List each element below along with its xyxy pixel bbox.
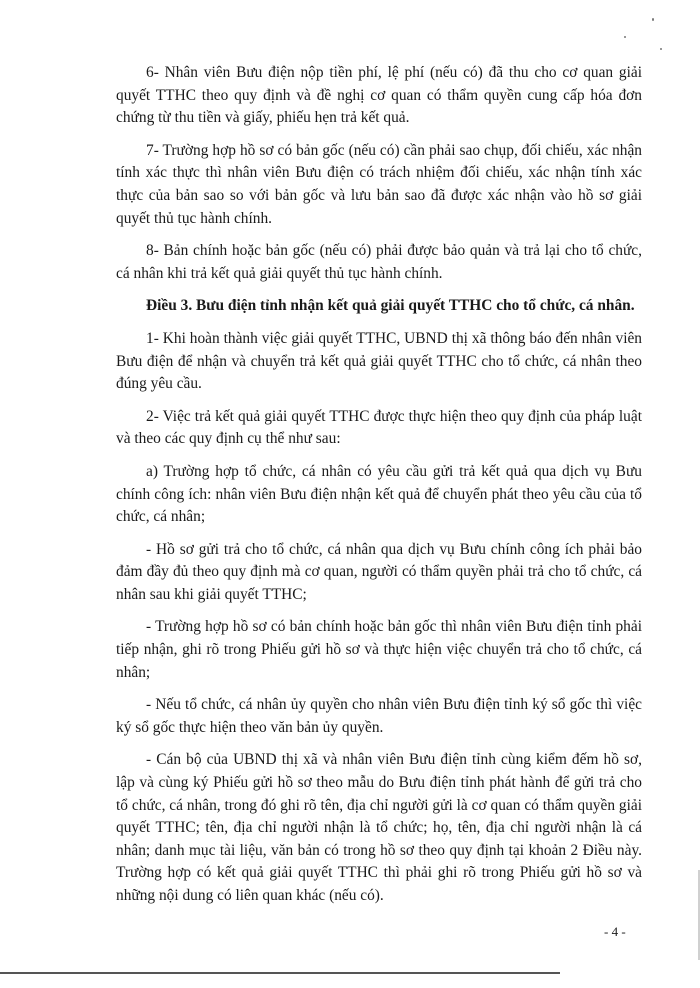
paragraph-item-7: 7- Trường hợp hồ sơ có bản gốc (nếu có) cần phải sao chụp, đối chiếu, xác nhận tính xác thực thì nhân viên Bưu điện có trách nhiệm đối chiếu, xác nhận tính xác thực của bản sao so với bản gốc và lưu bản sao đã được xác nhận vào hồ sơ giải quyết thủ tục hành chính. <box>116 141 642 227</box>
scan-speck <box>660 48 662 50</box>
scan-speck <box>652 18 654 21</box>
paragraph-bullet-3: - Nếu tổ chức, cá nhân ủy quyền cho nhân viên Bưu điện tỉnh ký sổ gốc thì việc ký sổ gốc thực hiện theo văn bản ủy quyền. <box>116 696 642 736</box>
paragraph-item-6: 6- Nhân viên Bưu điện nộp tiền phí, lệ phí (nếu có) đã thu cho cơ quan giải quyết TTHC theo quy định và đề nghị cơ quan có thẩm quyền cung cấp hóa đơn chứng từ thu tiền và giấy, phiếu hẹn trả kết quả. <box>116 64 642 127</box>
scan-speck <box>624 36 626 38</box>
paragraph-clause-1: 1- Khi hoàn thành việc giải quyết TTHC, UBND thị xã thông báo đến nhân viên Bưu điện để nhận và chuyển trả kết quả giải quyết TTHC cho tổ chức, cá nhân theo đúng yêu cầu. <box>116 329 642 393</box>
page-number: - 4 - <box>604 924 626 939</box>
paragraph-bullet-2: - Trường hợp hồ sơ có bản chính hoặc bản gốc thì nhân viên Bưu điện tỉnh phải tiếp nhận, ghi rõ trong Phiếu gửi hồ sơ và thực hiện việc chuyển trả cho tổ chức, cá nhân; <box>116 618 642 681</box>
document-body <box>116 62 642 908</box>
paragraph-clause-2: 2- Việc trả kết quả giải quyết TTHC được thực hiện theo quy định của pháp luật và theo các quy định cụ thể như sau: <box>116 407 642 448</box>
scan-bottom-line <box>0 972 560 974</box>
paragraph-bullet-1: - Hồ sơ gửi trả cho tổ chức, cá nhân qua dịch vụ Bưu chính công ích phải bảo đảm đầy đủ theo quy định mà cơ quan, người có thẩm quyền phải trả cho tổ chức, cá nhân sau khi giải quyết TTHC; <box>116 540 642 603</box>
paragraph-bullet-4: - Cán bộ của UBND thị xã và nhân viên Bưu điện tỉnh cùng kiểm đếm hồ sơ, lập và cùng ký Phiếu gửi hồ sơ theo mẫu do Bưu điện tỉnh phát hành để gửi trả cho tổ chức, cá nhân, trong đó ghi rõ tên, địa chỉ người gửi là cơ quan có thẩm quyền giải quyết TTHC; tên, địa chỉ người nhận là tổ chức; họ, tên, địa chỉ người nhận là cá nhân; danh mục tài liệu, văn bản có trong hồ sơ theo quy định tại khoản 2 Điều này. Trường hợp có kết quả giải quyết TTHC thì phải ghi rõ trong Phiếu gửi hồ sơ và những nội dung có liên quan khác (nếu có). <box>116 751 642 904</box>
article-3-heading: Điều 3. Bưu điện tỉnh nhận kết quả giải quyết TTHC cho tổ chức, cá nhân. <box>146 297 635 315</box>
paragraph-item-8: 8- Bản chính hoặc bản gốc (nếu có) phải được bảo quản và trả lại cho tổ chức, cá nhân khi trả kết quả giải quyết thủ tục hành chính. <box>116 242 642 282</box>
paragraph-point-a: a) Trường hợp tổ chức, cá nhân có yêu cầu gửi trả kết quả qua dịch vụ Bưu chính công ích: nhân viên Bưu điện nhận kết quả để chuyển phát theo yêu cầu của tổ chức, cá nhân; <box>116 462 642 526</box>
